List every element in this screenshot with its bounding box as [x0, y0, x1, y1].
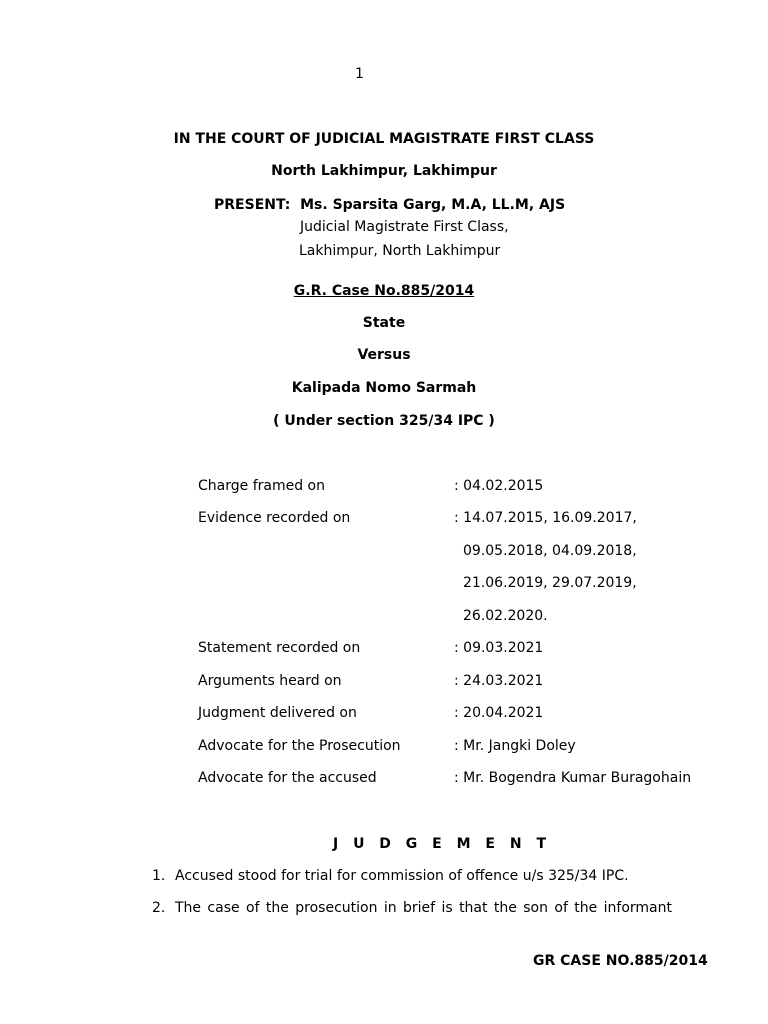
case-number: G.R. Case No.885/2014 — [293, 283, 475, 299]
evidence-recorded-value: : 14.07.2015, 16.09.2017, — [454, 510, 637, 526]
paragraph-text: Accused stood for trial for commission of offence u/s 325/34 IPC. — [175, 868, 629, 884]
prosecution-advocate-value: : Mr. Jangki Doley — [454, 738, 576, 754]
accused-advocate-value: : Mr. Bogendra Kumar Buragohain — [454, 770, 692, 786]
case-party-state: State — [362, 315, 406, 331]
evidence-recorded-label: Evidence recorded on — [198, 510, 351, 526]
prosecution-advocate-label: Advocate for the Prosecution — [198, 738, 401, 754]
present-label: PRESENT: — [214, 197, 291, 213]
evidence-recorded-value: 21.06.2019, 29.07.2019, — [463, 575, 637, 591]
paragraph-number: 2. — [152, 900, 166, 916]
paragraph-text: The case of the prosecution in brief is that the son of the informant — [175, 900, 672, 916]
page-number: 1 — [355, 66, 364, 82]
arguments-heard-label: Arguments heard on — [198, 673, 342, 689]
case-party-accused: Kalipada Nomo Sarmah — [291, 380, 477, 396]
court-title: IN THE COURT OF JUDICIAL MAGISTRATE FIRST CLASS — [173, 131, 595, 147]
case-section: ( Under section 325/34 IPC ) — [273, 413, 495, 429]
accused-advocate-label: Advocate for the accused — [198, 770, 377, 786]
charge-framed-value: : 04.02.2015 — [454, 478, 544, 494]
presiding-officer-place: Lakhimpur, North Lakhimpur — [299, 243, 501, 259]
evidence-recorded-value: 09.05.2018, 04.09.2018, — [463, 543, 637, 559]
present-line — [214, 196, 565, 214]
judgement-heading: J U D G E M E N T — [332, 836, 551, 852]
evidence-recorded-value: 26.02.2020. — [463, 608, 548, 624]
case-versus: Versus — [357, 347, 411, 363]
page-footer: GR CASE NO.885/2014 — [533, 953, 708, 969]
arguments-heard-value: : 24.03.2021 — [454, 673, 544, 689]
presiding-officer-designation: Judicial Magistrate First Class, — [300, 219, 509, 235]
judgment-delivered-label: Judgment delivered on — [198, 705, 357, 721]
paragraph-number: 1. — [152, 868, 166, 884]
presiding-officer-name: Ms. Sparsita Garg, M.A, LL.M, AJS — [300, 197, 566, 213]
judgment-delivered-value: : 20.04.2021 — [454, 705, 544, 721]
statement-recorded-value: : 09.03.2021 — [454, 640, 544, 656]
statement-recorded-label: Statement recorded on — [198, 640, 361, 656]
court-location: North Lakhimpur, Lakhimpur — [271, 163, 497, 179]
charge-framed-label: Charge framed on — [198, 478, 325, 494]
